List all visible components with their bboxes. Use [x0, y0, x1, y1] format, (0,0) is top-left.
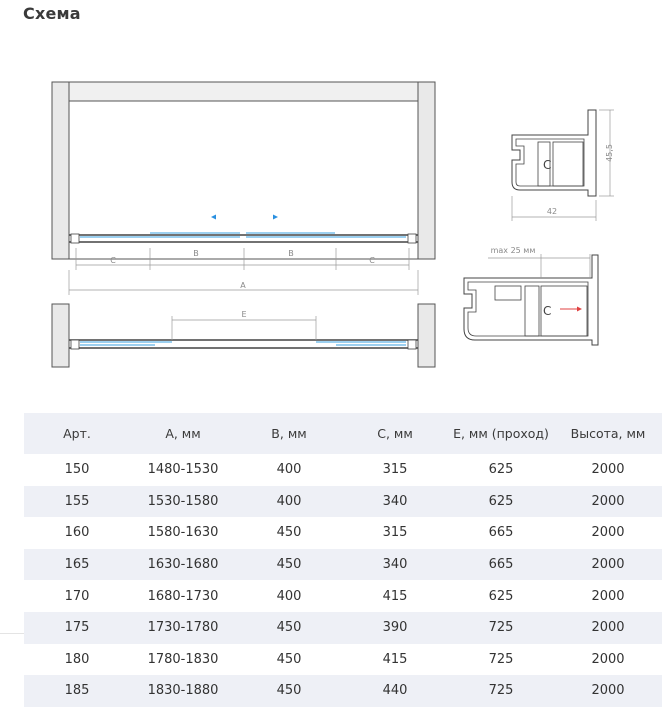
cell-art: 165	[64, 557, 90, 573]
header-a: A, мм	[165, 426, 201, 441]
cell-height: 2000	[591, 557, 625, 573]
table-row	[24, 644, 662, 676]
sizes-table	[24, 413, 662, 707]
cell-c: 315	[382, 525, 408, 541]
cell-b: 450	[276, 620, 302, 636]
svg-text:C: C	[543, 158, 552, 172]
profile-section-max	[464, 254, 598, 345]
table-row	[24, 549, 662, 581]
cell-art: 160	[64, 525, 90, 541]
cell-c: 340	[382, 493, 408, 509]
cell-c: 415	[382, 588, 408, 604]
cell-a: 1480-1530	[147, 462, 219, 478]
max-gap-label: max 25 мм	[490, 246, 536, 255]
profile-width-label: 42	[546, 207, 558, 216]
cell-b: 400	[276, 462, 302, 478]
header-e: E, мм (проход)	[453, 426, 549, 441]
cell-a: 1830-1880	[147, 683, 219, 699]
cell-b: 450	[276, 683, 302, 699]
table-row	[24, 580, 662, 612]
cell-a: 1630-1680	[147, 557, 219, 573]
cell-a: 1730-1780	[147, 620, 219, 636]
svg-text:C: C	[543, 304, 552, 318]
cell-c: 415	[382, 651, 408, 667]
cell-height: 2000	[591, 683, 625, 699]
dim-c-right-label: C	[369, 256, 375, 265]
table-row	[24, 454, 662, 486]
profile-section-42	[512, 110, 614, 221]
section-title: Схема	[23, 4, 81, 23]
cell-e: 665	[488, 525, 514, 541]
cell-art: 155	[64, 493, 90, 509]
cell-c: 315	[382, 462, 408, 478]
cell-art: 185	[64, 683, 90, 699]
frame-front-view	[52, 82, 435, 259]
cell-height: 2000	[591, 462, 625, 478]
cell-e: 625	[488, 588, 514, 604]
table-row	[24, 517, 662, 549]
cell-c: 440	[382, 683, 408, 699]
cell-height: 2000	[591, 651, 625, 667]
cell-b: 400	[276, 493, 302, 509]
cell-art: 170	[64, 588, 90, 604]
cell-a: 1780-1830	[147, 651, 219, 667]
table-row	[24, 675, 662, 707]
cell-art: 175	[64, 620, 90, 636]
cell-height: 2000	[591, 588, 625, 604]
cell-a: 1530-1580	[147, 493, 219, 509]
cell-art: 150	[64, 462, 90, 478]
cell-e: 625	[488, 462, 514, 478]
cell-e: 725	[488, 651, 514, 667]
cell-e: 665	[488, 557, 514, 573]
dim-a-label: A	[240, 281, 246, 290]
header-c: C, мм	[377, 426, 413, 441]
cell-c: 340	[382, 557, 408, 573]
header-art: Арт.	[63, 426, 91, 441]
cell-a: 1680-1730	[147, 588, 219, 604]
dim-e-label: E	[241, 310, 247, 319]
table-header	[24, 413, 662, 454]
cell-b: 400	[276, 588, 302, 604]
cell-b: 450	[276, 525, 302, 541]
header-b: B, мм	[271, 426, 307, 441]
profile-height-label: 45,5	[605, 144, 614, 162]
cell-art: 180	[64, 651, 90, 667]
table-row	[24, 486, 662, 518]
cell-height: 2000	[591, 525, 625, 541]
cell-e: 625	[488, 493, 514, 509]
header-height: Высота, мм	[570, 426, 646, 441]
cell-c: 390	[382, 620, 408, 636]
cell-b: 450	[276, 651, 302, 667]
cell-e: 725	[488, 683, 514, 699]
cell-a: 1580-1630	[147, 525, 219, 541]
cell-e: 725	[488, 620, 514, 636]
dim-b-right-label: B	[288, 249, 294, 258]
cell-height: 2000	[591, 493, 625, 509]
cell-height: 2000	[591, 620, 625, 636]
cell-b: 450	[276, 557, 302, 573]
dim-b-left-label: B	[193, 249, 199, 258]
table-row	[24, 612, 662, 644]
dim-c-left-label: C	[110, 256, 116, 265]
